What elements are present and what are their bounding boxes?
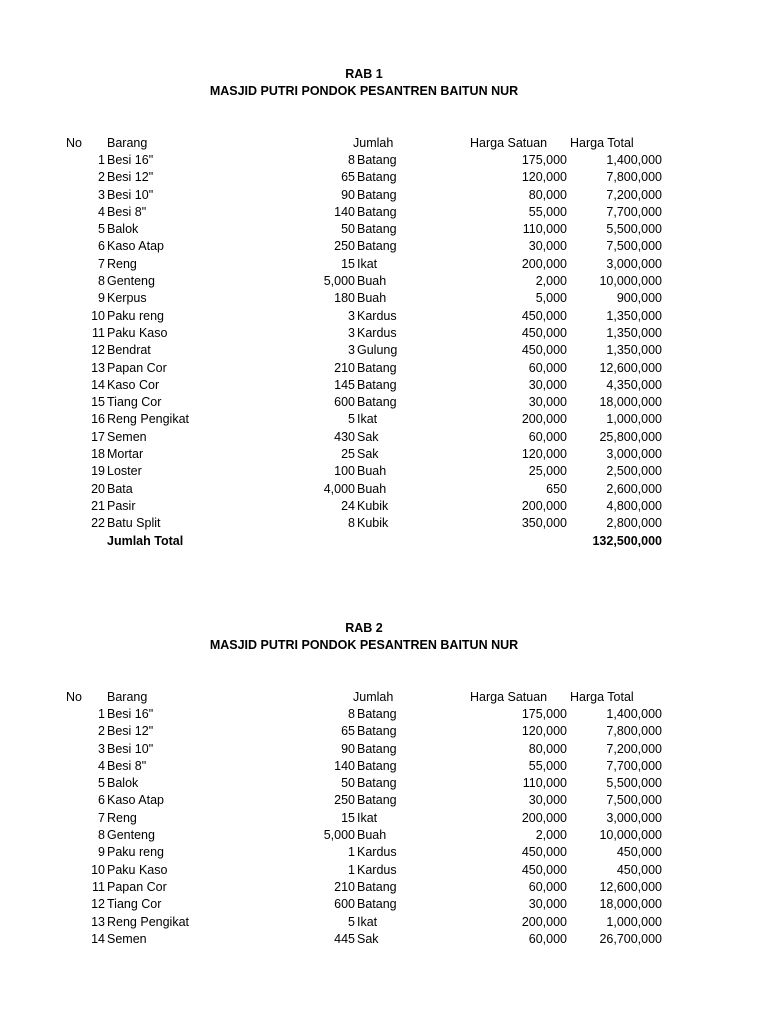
table-row [0,931,768,948]
total-label: Jumlah Total [107,533,184,548]
cell-qty: 140 [334,758,355,773]
cell-barang: Besi 8" [107,204,147,219]
cell-harga-total: 3,000,000 [606,810,662,825]
cell-harga-total: 7,200,000 [606,741,662,756]
cell-harga-satuan: 120,000 [521,447,567,462]
cell-qty: 180 [334,291,355,306]
cell-harga-satuan: 450,000 [521,325,567,340]
cell-qty: 250 [334,239,355,254]
cell-unit: Batang [357,776,397,791]
header-barang: Barang [107,690,148,704]
cell-qty: 3 [348,343,355,358]
cell-qty: 8 [348,707,355,721]
cell-qty: 50 [341,222,355,237]
table-header [0,689,768,706]
table-row [0,463,768,480]
cell-harga-total: 1,000,000 [606,412,662,427]
cell-harga-satuan: 110,000 [522,222,567,237]
section-subtitle: MASJID PUTRI PONDOK PESANTREN BAITUN NUR [209,84,519,98]
table-row [0,169,768,186]
table-row [0,481,768,498]
table-body [0,152,768,550]
cell-harga-total: 26,700,000 [599,931,662,946]
cell-no: 17 [91,429,105,444]
cell-barang: Besi 12" [107,170,154,185]
cell-no: 4 [98,758,105,773]
cell-harga-satuan: 80,000 [528,187,567,202]
cell-harga-satuan: 120,000 [521,170,567,185]
cell-barang: Reng Pengikat [107,412,190,427]
cell-harga-total: 12,600,000 [599,360,662,375]
cell-qty: 25 [341,447,355,462]
cell-unit: Sak [357,447,379,462]
cell-no: 10 [91,862,105,877]
cell-barang: Reng [107,810,137,825]
cell-qty: 8 [348,516,355,531]
cell-harga-total: 900,000 [616,291,662,306]
table-row [0,308,768,325]
cell-barang: Kaso Cor [107,377,160,392]
cell-no: 11 [92,325,105,340]
table-row [0,775,768,792]
cell-qty: 24 [341,498,355,513]
cell-qty: 1 [348,862,355,877]
cell-harga-satuan: 200,000 [521,256,567,271]
cell-harga-satuan: 55,000 [528,758,567,773]
cell-no: 21 [91,498,105,513]
table-row [0,498,768,515]
cell-harga-total: 2,800,000 [606,516,662,531]
cell-barang: Besi 8" [107,758,147,773]
cell-harga-satuan: 175,000 [521,153,567,167]
table-row [0,204,768,221]
header-jumlah: Jumlah [353,136,394,150]
table-row [0,325,768,342]
cell-barang: Papan Cor [107,360,167,375]
cell-unit: Batang [357,187,397,202]
cell-qty: 5 [348,914,355,929]
cell-unit: Ikat [357,810,378,825]
cell-unit: Kardus [357,308,397,323]
table-row [0,342,768,359]
cell-harga-total: 7,800,000 [606,724,662,739]
cell-harga-satuan: 55,000 [528,204,567,219]
table-row [0,411,768,428]
cell-no: 13 [91,914,105,929]
cell-no: 15 [91,395,105,410]
cell-barang: Paku reng [107,845,164,860]
table-row [0,758,768,775]
cell-harga-satuan: 450,000 [521,343,567,358]
cell-no: 7 [98,256,105,271]
cell-qty: 145 [334,377,355,392]
cell-no: 4 [98,204,105,219]
cell-harga-satuan: 120,000 [521,724,567,739]
cell-no: 1 [98,153,105,167]
cell-harga-satuan: 175,000 [521,707,567,721]
cell-harga-total: 18,000,000 [599,897,662,912]
table-row [0,706,768,723]
cell-harga-total: 1,400,000 [606,153,662,167]
cell-qty: 15 [341,810,355,825]
cell-barang: Reng [107,256,137,271]
cell-unit: Ikat [357,412,378,427]
cell-harga-satuan: 80,000 [528,741,567,756]
cell-harga-satuan: 200,000 [521,914,567,929]
cell-unit: Sak [357,931,379,946]
cell-unit: Buah [357,274,387,289]
table-row [0,273,768,290]
cell-harga-total: 4,350,000 [606,377,662,392]
cell-barang: Paku reng [107,308,164,323]
cell-harga-satuan: 450,000 [521,862,567,877]
cell-harga-total: 2,500,000 [606,464,662,479]
cell-harga-satuan: 5,000 [535,291,567,306]
cell-harga-total: 7,700,000 [606,758,662,773]
cell-barang: Besi 10" [107,741,154,756]
cell-barang: Bendrat [107,343,151,358]
cell-harga-total: 10,000,000 [599,274,662,289]
cell-harga-satuan: 30,000 [528,395,567,410]
cell-harga-satuan: 650 [546,481,567,496]
section-title: RAB 1 [345,67,383,81]
cell-barang: Reng Pengikat [107,914,190,929]
table-row [0,862,768,879]
section-title: RAB 2 [345,621,383,635]
cell-barang: Besi 16" [107,707,154,721]
header-harga-satuan: Harga Satuan [470,136,548,150]
cell-unit: Batang [357,170,397,185]
cell-no: 18 [91,447,105,462]
cell-harga-total: 1,350,000 [606,308,662,323]
cell-barang: Paku Kaso [107,862,168,877]
cell-no: 8 [98,828,105,843]
cell-qty: 50 [341,776,355,791]
table-row [0,256,768,273]
header-harga-satuan: Harga Satuan [470,690,548,704]
cell-unit: Sak [357,429,379,444]
cell-harga-total: 7,500,000 [606,239,662,254]
cell-harga-satuan: 200,000 [521,810,567,825]
cell-unit: Batang [357,724,397,739]
cell-barang: Mortar [107,447,144,462]
cell-qty: 3 [348,308,355,323]
table-row [0,515,768,532]
cell-unit: Batang [357,153,397,167]
cell-unit: Gulung [357,343,398,358]
cell-barang: Papan Cor [107,879,167,894]
cell-no: 13 [91,360,105,375]
table-row [0,792,768,809]
cell-qty: 65 [341,724,355,739]
header-harga-total: Harga Total [570,690,634,704]
header-no: No [66,136,82,150]
cell-no: 7 [98,810,105,825]
table-header [0,135,768,152]
cell-no: 3 [98,187,105,202]
cell-unit: Kardus [357,845,397,860]
cell-no: 19 [91,464,105,479]
table-row [0,187,768,204]
cell-harga-total: 5,500,000 [606,222,662,237]
cell-unit: Batang [357,793,397,808]
cell-barang: Semen [107,429,147,444]
cell-harga-total: 18,000,000 [599,395,662,410]
cell-unit: Kardus [357,862,397,877]
cell-harga-satuan: 450,000 [521,308,567,323]
cell-unit: Batang [357,377,397,392]
table-row [0,429,768,446]
cell-unit: Buah [357,464,387,479]
cell-barang: Semen [107,931,147,946]
table-row [0,879,768,896]
total-value: 132,500,000 [592,533,662,548]
cell-barang: Kaso Atap [107,793,164,808]
cell-qty: 210 [334,879,355,894]
cell-harga-satuan: 200,000 [521,412,567,427]
cell-unit: Batang [357,239,397,254]
cell-qty: 600 [334,395,355,410]
cell-no: 8 [98,274,105,289]
cell-no: 11 [92,879,105,894]
cell-qty: 4,000 [323,481,355,496]
cell-harga-satuan: 110,000 [522,776,567,791]
cell-harga-satuan: 60,000 [528,360,567,375]
cell-unit: Batang [357,897,397,912]
cell-qty: 5,000 [323,828,355,843]
table-row [0,238,768,255]
cell-harga-satuan: 30,000 [528,239,567,254]
cell-barang: Paku Kaso [107,325,168,340]
cell-harga-total: 4,800,000 [606,498,662,513]
cell-barang: Kerpus [107,291,147,306]
cell-harga-total: 10,000,000 [599,828,662,843]
table-row [0,394,768,411]
cell-unit: Batang [357,879,397,894]
cell-qty: 8 [348,153,355,167]
cell-barang: Tiang Cor [107,395,162,410]
cell-no: 5 [98,222,105,237]
cell-no: 10 [91,308,105,323]
cell-no: 9 [98,291,105,306]
cell-harga-total: 1,400,000 [606,707,662,721]
cell-qty: 250 [334,793,355,808]
cell-harga-total: 3,000,000 [606,447,662,462]
cell-no: 6 [98,239,105,254]
cell-no: 2 [98,724,105,739]
cell-qty: 600 [334,897,355,912]
cell-harga-satuan: 60,000 [528,879,567,894]
table-row [0,741,768,758]
cell-qty: 5,000 [323,274,355,289]
cell-unit: Batang [357,707,397,721]
cell-barang: Batu Split [107,516,161,531]
cell-no: 20 [91,481,105,496]
cell-harga-total: 450,000 [616,845,662,860]
cell-barang: Bata [107,481,133,496]
cell-no: 1 [98,707,105,721]
cell-harga-satuan: 60,000 [528,931,567,946]
cell-harga-satuan: 2,000 [535,828,567,843]
cell-unit: Ikat [357,914,378,929]
cell-no: 12 [91,343,105,358]
cell-harga-total: 450,000 [616,862,662,877]
cell-qty: 5 [348,412,355,427]
cell-no: 12 [91,897,105,912]
table-row [0,896,768,913]
cell-barang: Loster [107,464,142,479]
total-row [0,533,768,550]
cell-harga-total: 1,000,000 [606,914,662,929]
cell-qty: 3 [348,325,355,340]
table-row [0,844,768,861]
cell-no: 5 [98,776,105,791]
cell-harga-satuan: 200,000 [521,498,567,513]
cell-no: 14 [91,931,105,946]
cell-barang: Besi 10" [107,187,154,202]
table-body [0,706,768,948]
cell-no: 14 [91,377,105,392]
cell-harga-satuan: 30,000 [528,377,567,392]
cell-no: 2 [98,170,105,185]
cell-harga-satuan: 25,000 [528,464,567,479]
cell-unit: Batang [357,395,397,410]
cell-unit: Batang [357,741,397,756]
cell-unit: Buah [357,481,387,496]
cell-qty: 65 [341,170,355,185]
cell-no: 16 [91,412,105,427]
header-jumlah: Jumlah [353,690,394,704]
table-row [0,810,768,827]
table-row [0,827,768,844]
cell-qty: 100 [334,464,355,479]
cell-harga-total: 25,800,000 [599,429,662,444]
table-row [0,914,768,931]
cell-harga-total: 1,350,000 [606,325,662,340]
cell-harga-total: 1,350,000 [606,343,662,358]
cell-unit: Kubik [357,516,389,531]
cell-qty: 445 [334,931,355,946]
cell-qty: 15 [341,256,355,271]
cell-harga-satuan: 350,000 [521,516,567,531]
cell-no: 22 [91,516,105,531]
header-harga-total: Harga Total [570,136,634,150]
cell-no: 6 [98,793,105,808]
header-barang: Barang [107,136,148,150]
cell-no: 3 [98,741,105,756]
cell-qty: 1 [348,845,355,860]
table-row [0,221,768,238]
cell-barang: Balok [107,222,139,237]
cell-harga-total: 2,600,000 [606,481,662,496]
cell-unit: Ikat [357,256,378,271]
cell-barang: Genteng [107,828,155,843]
cell-qty: 90 [341,187,355,202]
cell-harga-total: 7,500,000 [606,793,662,808]
cell-harga-total: 7,800,000 [606,170,662,185]
cell-barang: Genteng [107,274,155,289]
cell-unit: Batang [357,758,397,773]
cell-qty: 90 [341,741,355,756]
cell-harga-total: 5,500,000 [606,776,662,791]
cell-qty: 140 [334,204,355,219]
cell-barang: Balok [107,776,139,791]
table-row [0,360,768,377]
cell-barang: Pasir [107,498,136,513]
header-no: No [66,690,82,704]
cell-harga-satuan: 30,000 [528,897,567,912]
cell-unit: Buah [357,291,387,306]
table-row [0,723,768,740]
cell-no: 9 [98,845,105,860]
section-subtitle: MASJID PUTRI PONDOK PESANTREN BAITUN NUR [209,638,519,652]
cell-unit: Buah [357,828,387,843]
table-row [0,152,768,169]
cell-harga-satuan: 2,000 [535,274,567,289]
cell-unit: Kubik [357,498,389,513]
cell-barang: Tiang Cor [107,897,162,912]
cell-unit: Kardus [357,325,397,340]
cell-unit: Batang [357,360,397,375]
cell-unit: Batang [357,204,397,219]
cell-barang: Besi 12" [107,724,154,739]
cell-qty: 430 [334,429,355,444]
cell-harga-total: 7,700,000 [606,204,662,219]
cell-harga-satuan: 450,000 [521,845,567,860]
cell-harga-satuan: 60,000 [528,429,567,444]
table-row [0,446,768,463]
cell-barang: Besi 16" [107,153,154,167]
cell-unit: Batang [357,222,397,237]
table-row [0,377,768,394]
cell-harga-satuan: 30,000 [528,793,567,808]
cell-harga-total: 7,200,000 [606,187,662,202]
cell-harga-total: 12,600,000 [599,879,662,894]
cell-harga-total: 3,000,000 [606,256,662,271]
cell-barang: Kaso Atap [107,239,164,254]
cell-qty: 210 [334,360,355,375]
table-row [0,290,768,307]
